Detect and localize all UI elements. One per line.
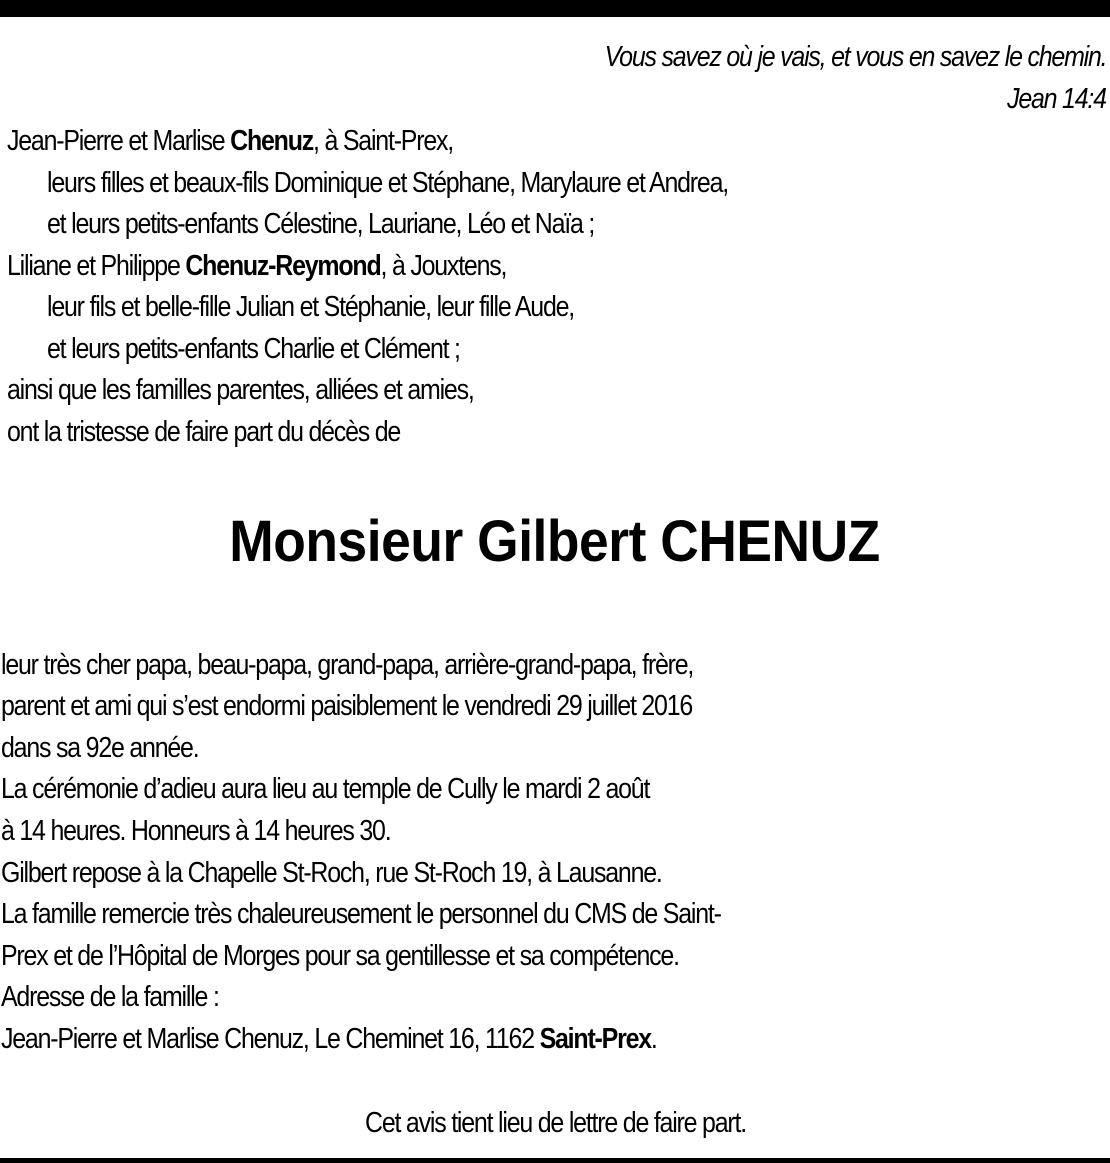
body-line-1: leur très cher papa, beau-papa, grand-papa, arrière-grand-papa, frère, <box>1 649 694 681</box>
body-line-9: Adresse de la famille : <box>1 981 219 1013</box>
family-line-4: Liliane et Philippe Chenuz-Reymond, à Jouxtens, <box>7 250 507 282</box>
family-name-chenuz-reymond: Chenuz-Reymond <box>185 250 381 282</box>
body-line-4: La cérémonie d’adieu aura lieu au temple de Cully le mardi 2 août <box>1 773 650 805</box>
body-line-6: Gilbert repose à la Chapelle St-Roch, rue St-Roch 19, à Lausanne. <box>1 857 662 889</box>
footer-note: Cet avis tient lieu de lettre de faire part. <box>364 1107 746 1139</box>
body-line-8: Prex et de l’Hôpital de Morges pour sa gentillesse et sa compétence. <box>1 940 679 972</box>
body-line-3: dans sa 92e année. <box>1 732 199 764</box>
body-line-10: Jean-Pierre et Marlise Chenuz, Le Cheminet 16, 1162 Saint-Prex. <box>1 1023 657 1055</box>
family-line-5: leur fils et belle-fille Julian et Stéphanie, leur fille Aude, <box>47 291 575 323</box>
epigraph-quote: Vous savez où je vais, et vous en savez le chemin. <box>604 41 1106 73</box>
family-line-2: leurs filles et beaux-fils Dominique et Stéphane, Marylaure et Andrea, <box>47 167 728 199</box>
family-name-chenuz: Chenuz <box>230 125 314 157</box>
family-line-8: ont la tristesse de faire part du décès de <box>7 416 401 448</box>
top-rule <box>0 0 1110 17</box>
family-line-1: Jean-Pierre et Marlise Chenuz, à Saint-Prex, <box>7 125 453 157</box>
deceased-name: Monsieur Gilbert CHENUZ <box>229 509 881 574</box>
address-city: Saint-Prex <box>539 1023 651 1055</box>
body-line-2: parent et ami qui s’est endormi paisiblement le vendredi 29 juillet 2016 <box>1 690 693 722</box>
epigraph-reference: Jean 14:4 <box>1007 83 1106 115</box>
family-line-6: et leurs petits-enfants Charlie et Clément ; <box>47 333 460 365</box>
family-line-7: ainsi que les familles parentes, alliées et amies, <box>7 374 474 406</box>
body-line-7: La famille remercie très chaleureusement le personnel du CMS de Saint- <box>1 898 721 930</box>
family-line-3: et leurs petits-enfants Célestine, Lauriane, Léo et Naïa ; <box>47 208 595 240</box>
bottom-rule <box>0 1158 1110 1163</box>
body-line-5: à 14 heures. Honneurs à 14 heures 30. <box>1 815 391 847</box>
